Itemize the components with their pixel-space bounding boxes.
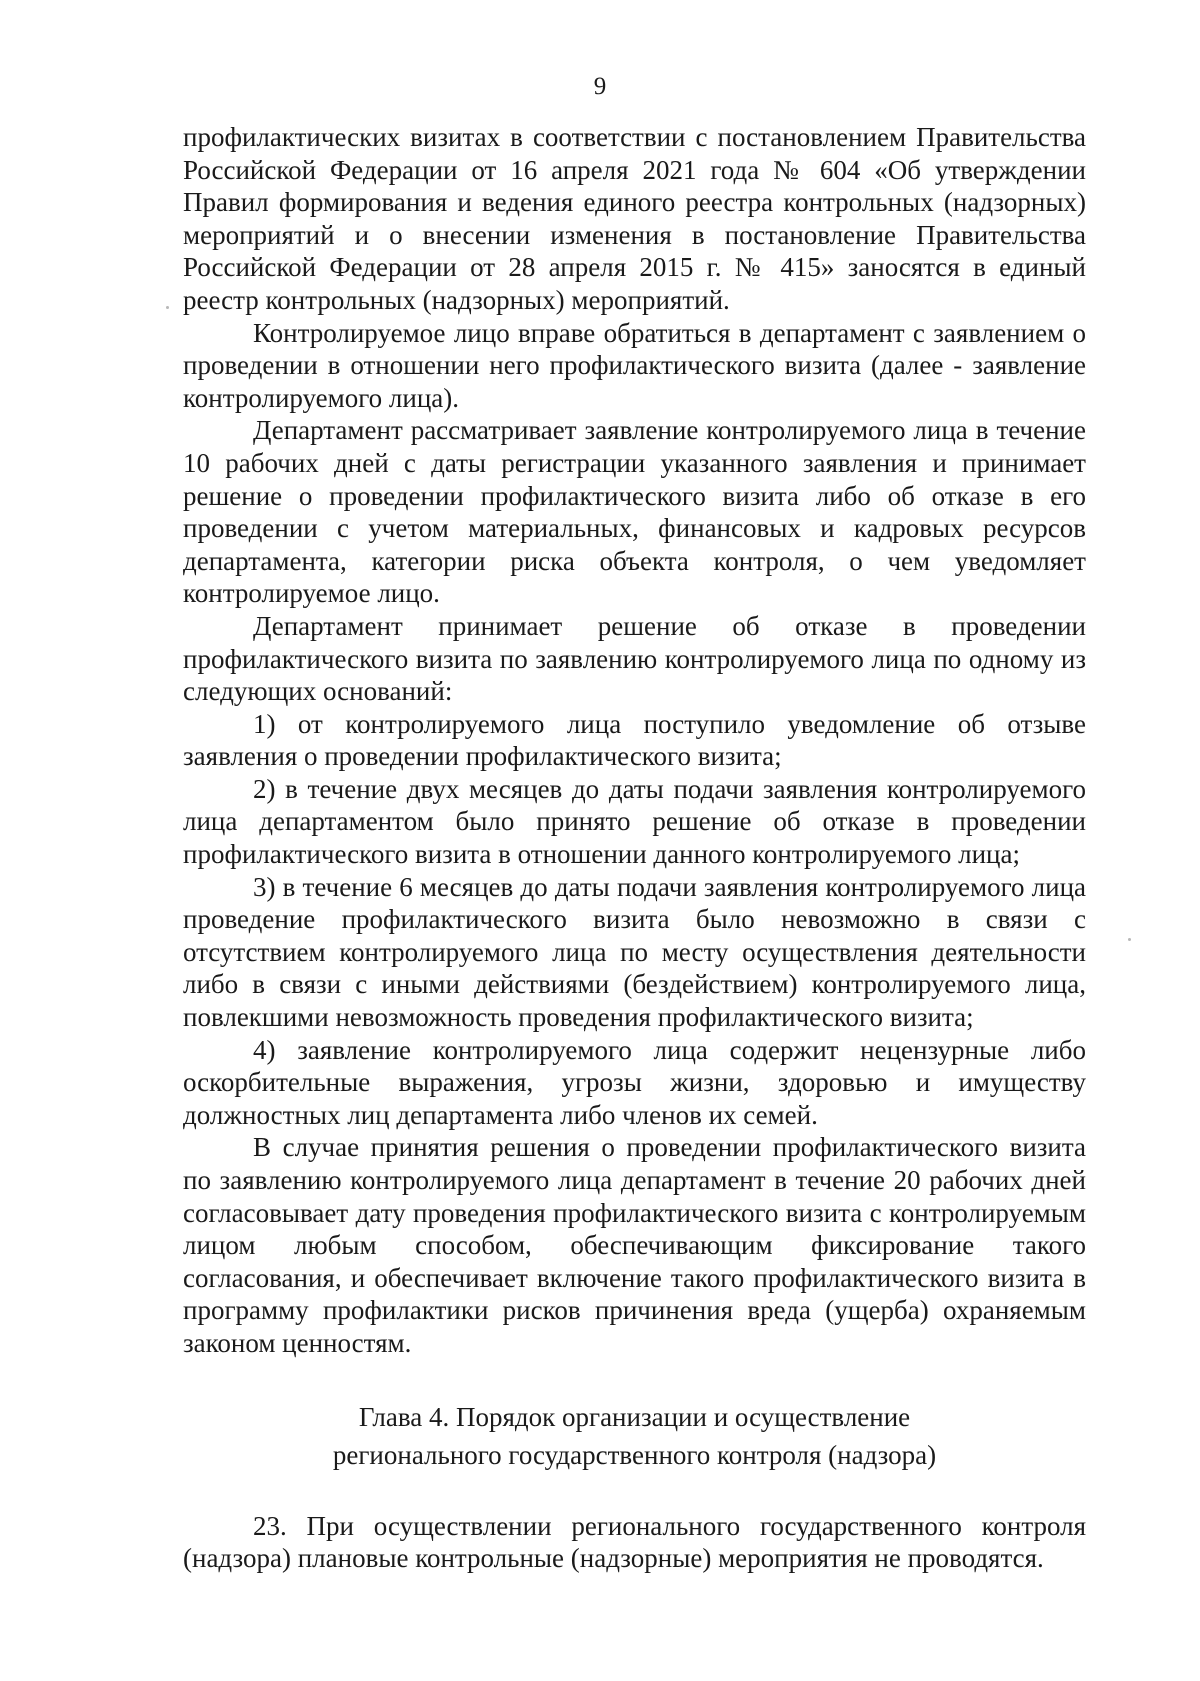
list-item-ground-2: 2) в течение двух месяцев до даты подачи заявления контролируемого лица департаментом было принято решение об отказе в проведении профилактического визита в отношении данного контролируемого лица; [183,773,1086,870]
chapter-heading-line-2: регионального государственного контроля (надзора) [332,1439,937,1470]
paragraph-23: 23. При осуществлении регионального государственного контроля (надзора) плановые контрольные (надзорные) мероприятия не проводятся. [183,1510,1086,1574]
list-item-ground-3: 3) в течение 6 месяцев до даты подачи заявления контролируемого лица проведение профилактического визита было невозможно в связи с отсутствием контролируемого лица по месту осуществления деятельности либо в связи с иными действиями (бездействием) контролируемого лица, повлекшими невозможность проведения профилактического визита; [183,871,1086,1033]
chapter-heading [183,1398,1086,1474]
document-body [183,121,1086,1575]
list-item-ground-4: 4) заявление контролируемого лица содержит нецензурные либо оскорбительные выражения, угрозы жизни, здоровью и имуществу должностных лиц департамента либо членов их семей. [183,1034,1086,1130]
paragraph-visit-agreement: В случае принятия решения о проведении профилактического визита по заявлению контролируемого лица департамент в течение 20 рабочих дней согласовывает дату проведения профилактического визита с контролируемым лицом любым способом, обеспечивающим фиксирование такого согласования, и обеспечивает включение такого профилактического визита в программу профилактики рисков причинения вреда (ущерба) охраняемым законом ценностям. [183,1132,1086,1358]
paragraph-continuation: профилактических визитах в соответствии с постановлением Правительства Российской Федерации от 16 апреля 2021 года № 604 «Об утверждении Правил формирования и ведения единого реестра контрольных (надзорных) мероприятий и о внесении изменения в постановление Правительства Российской Федерации от 28 апреля 2015 г. № 415» заносятся в единый реестр контрольных (надзорных) мероприятий. [183,122,1086,315]
chapter-heading-line-1: Глава 4. Порядок организации и осуществление [358,1401,911,1432]
list-item-ground-1: 1) от контролируемого лица поступило уведомление об отзыве заявления о проведении профилактического визита; [183,708,1086,772]
paragraph-right-to-apply: Контролируемое лицо вправе обратиться в департамент с заявлением о проведении в отношении него профилактического визита (далее - заявление контролируемого лица). [183,317,1086,413]
scan-speck [1128,938,1131,941]
scan-speck [166,306,169,309]
paragraph-refusal-grounds: Департамент принимает решение об отказе в проведении профилактического визита по заявлению контролируемого лица по одному из следующих оснований: [183,610,1086,707]
page-number: 9 [593,73,607,100]
paragraph-review-application: Департамент рассматривает заявление контролируемого лица в течение 10 рабочих дней с даты регистрации указанного заявления и принимает решение о проведении профилактического визита либо об отказе в его проведении с учетом материальных, финансовых и кадровых ресурсов департамента, категории риска объекта контроля, о чем уведомляет контролируемое лицо. [183,415,1086,609]
